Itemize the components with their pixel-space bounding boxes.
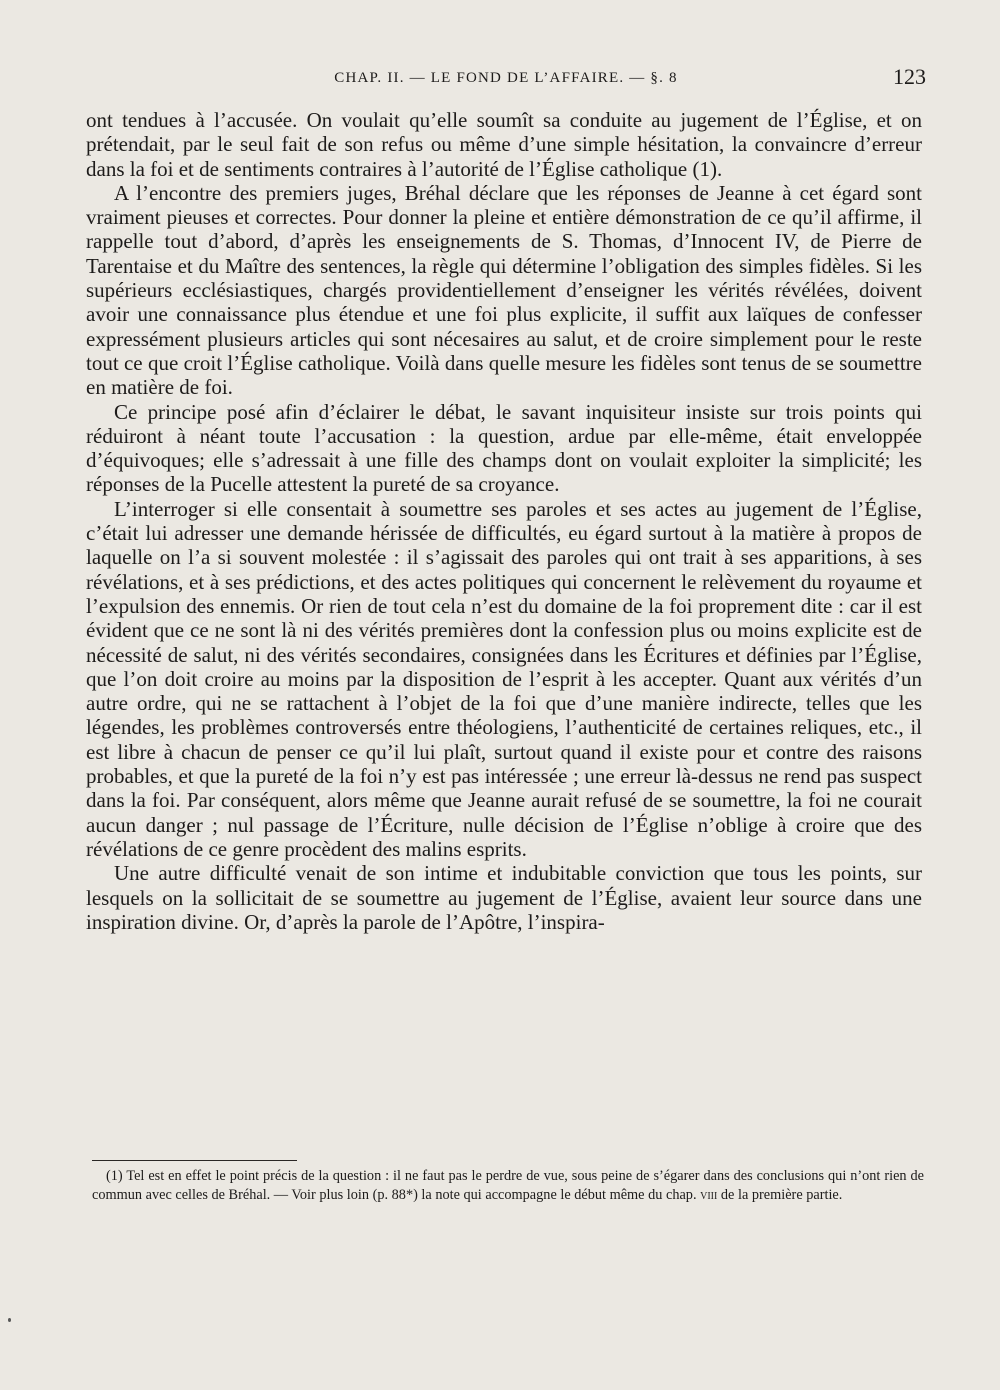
paragraph-1: ont tendues à l’accusée. On voulait qu’elle soumît sa conduite au jugement de l’Église, et on prétendait, par le seul fait de son refus ou même d’une simple hésitation, la convaincre d’erreur dans la foi et de sentiments contraires à l’autorité de l’Église catholique (1). [86, 108, 922, 181]
page-number: 123 [893, 64, 926, 89]
footnote-chapter-numeral: viii [700, 1187, 718, 1203]
paragraph-3: Ce principe posé afin d’éclairer le débat, le savant inquisiteur insiste sur trois points qui réduiront à néant toute l’accusation : la question, ardue par elle-même, était enveloppée d’équivoques; elle s’adressait à une fille des champs dont on voulait exploiter la simplicité; les réponses de la Pucelle attestent la pureté de sa croyance. [86, 399, 922, 497]
footnote-text-after: de la première partie. [717, 1187, 843, 1203]
paragraph-2: A l’encontre des premiers juges, Bréhal déclare que les réponses de Jeanne à cet égard sont vraiment pieuses et correctes. Pour donner la pleine et entière démonstration de ce qu’il affirme, il rappelle tout d’abord, d’après les enseignements de S. Thomas, d’Innocent IV, de Pierre de Tarentaise et du Maître des sentences, la règle qui détermine l’obligation des simples fidèles. Si les supérieurs ecclésiastiques, chargés providentiellement d’enseigner les vérités révélées, doivent avoir une connaissance plus étendue et une foi plus explicite, il suffit aux laïques de confesser expressément plusieurs articles qui sont nécesaires au salut, et de croire simplement pour le reste tout ce que croit l’Église catholique. Voilà dans quelle mesure les fidèles sont tenus de se soumettre en matière de foi. [86, 180, 922, 400]
footnote-divider [92, 1160, 297, 1161]
footnote-text-before: (1) Tel est en effet le point précis de la question : il ne faut pas le perdre de vue, sous peine de s’égarer dans des conclusions qui n’ont rien de commun avec celles de Bréhal. — Voir plus loin (p. 88*) la note qui accompagne le début même du chap. [92, 1168, 924, 1203]
running-head: CHAP. II. — LE FOND DE L’AFFAIRE. — §. 8 [334, 70, 678, 86]
body-text [86, 108, 922, 934]
paragraph-5: Une autre difficulté venait de son intime et indubitable conviction que tous les points, sur lesquels on la sollicitait de se soumettre au jugement de l’Église, avaient leur source dans une inspiration divine. Or, d’après la parole de l’Apôtre, l’inspira- [86, 861, 922, 934]
page-header [86, 64, 926, 98]
footnote [92, 1167, 924, 1205]
paragraph-4: L’interroger si elle consentait à soumettre ses paroles et ses actes au jugement de l’Église, c’était lui adresser une demande hérissée de difficultés, eu égard surtout à la matière à propos de laquelle on l’a si souvent molestée : il s’agissait des paroles qui ont trait à ses apparitions, à ses révélations, et à ses prédictions, et des actes politiques qui concernent le relèvement du royaume et l’expulsion des ennemis. Or rien de tout cela n’est du domaine de la foi proprement dite : car il est évident que ce ne sont là ni des vérités premières dont la confession plus ou moins explicite est de nécessité de salut, ni des vérités secondaires, consignées dans les Écritures et définies par l’Église, que l’on doit croire au moins par la disposition de l’esprit à les accepter. Quant aux vérités d’un autre ordre, qui ne se rattachent à l’objet de la foi que d’une manière indirecte, telles que les légendes, les problèmes controversés entre théologiens, l’authenticité de certaines reliques, etc., il est libre à chacun de penser ce qu’il lui plaît, surtout quand il existe pour et contre des raisons probables, et que la pureté de la foi n’y est pas intéressée ; une erreur là-dessus ne rend pas suspect dans la foi. Par conséquent, alors même que Jeanne aurait refusé de se soumettre, la foi ne courait aucun danger ; nul passage de l’Écriture, nulle décision de l’Église n’oblige à croire que des révélations de ce genre procèdent des malins esprits. [86, 496, 922, 861]
paper-speck [8, 1318, 11, 1322]
footnote-text [92, 1167, 924, 1205]
